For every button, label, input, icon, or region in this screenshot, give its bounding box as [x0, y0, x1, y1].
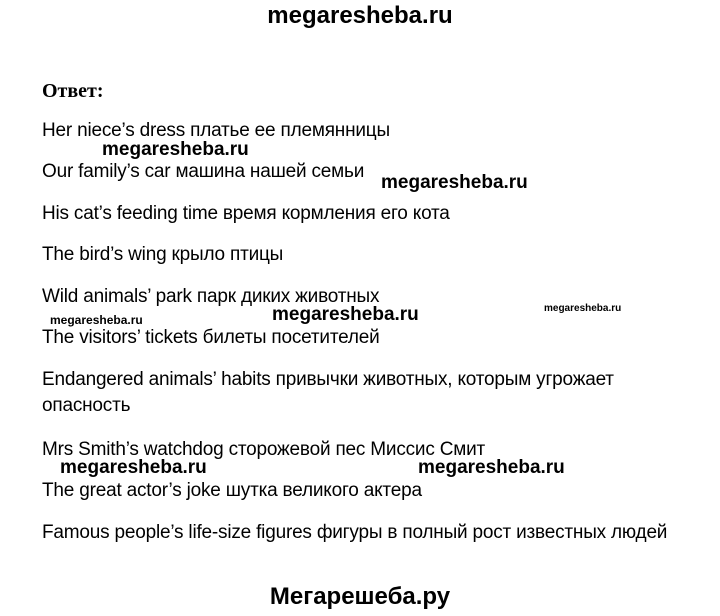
watermark-3: megaresheba.ru [50, 313, 143, 327]
answer-line-7: Endangered animals’ habits привычки животных, которым угрожает опасность [42, 369, 614, 416]
answer-line-6: The visitors’ tickets билеты посетителей [42, 327, 380, 348]
footer-watermark: Мегарешеба.ру [269, 583, 451, 610]
answer-line-4: The bird’s wing крыло птицы [42, 244, 284, 265]
watermark-7: megaresheba.ru [418, 457, 565, 478]
header-watermark: megaresheba.ru [267, 2, 453, 29]
answer-line-2: Our family’s car машина нашей семьи [42, 161, 365, 182]
watermark-6: megaresheba.ru [60, 457, 207, 478]
watermark-4: megaresheba.ru [272, 304, 419, 325]
answer-line-10: Famous people’s life-size figures фигуры в полный рост известных людей [42, 522, 668, 543]
answer-line-9: The great actor’s joke шутка великого актера [42, 480, 422, 501]
answer-line-3: His cat’s feeding time время кормления его кота [42, 203, 450, 224]
watermark-2: megaresheba.ru [381, 172, 528, 193]
answer-line-1: Her niece’s dress платье ее племянницы [42, 120, 390, 141]
watermark-1: megaresheba.ru [102, 139, 249, 160]
answer-line-8: Mrs Smith’s watchdog сторожевой пес Миссис Смит [42, 439, 486, 460]
answer-heading: Ответ: [42, 80, 104, 102]
answer-line-5: Wild animals’ park парк диких животных [42, 286, 380, 307]
watermark-5: megaresheba.ru [544, 303, 622, 314]
